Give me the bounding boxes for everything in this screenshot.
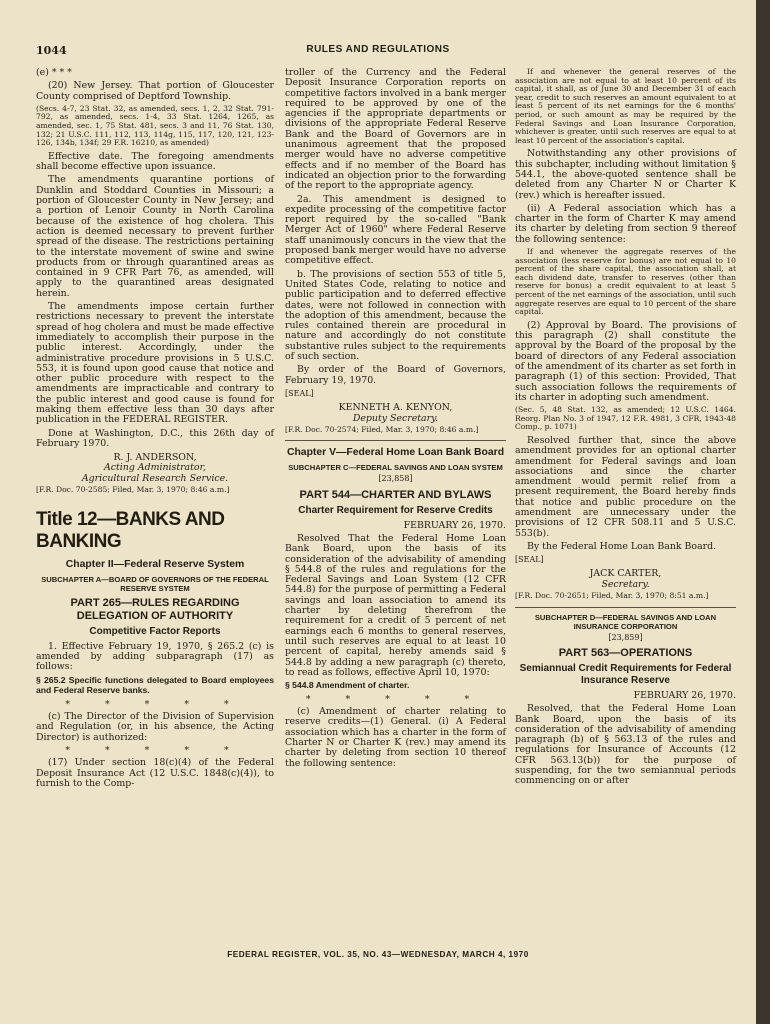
paragraph: By order of the Board of Governors, February 19, 1970. xyxy=(285,364,506,386)
seal-label: [SEAL] xyxy=(515,555,544,565)
seal-line xyxy=(515,555,736,565)
part-heading: PART 563—OPERATIONS xyxy=(558,646,693,659)
paragraph: (c) Amendment of charter relating to reserve credits—(1) General. (i) A Federal association which has a charter in the form of Charter N or Charter K (rev.) may amend its charter by deleting from section 10 thereof the following sentence: xyxy=(285,706,506,769)
paragraph: 1. Effective February 19, 1970, § 265.2 (c) is amended by adding subparagraph (17) as follows: xyxy=(36,640,274,673)
divider xyxy=(285,440,506,441)
paragraph: Resolved That the Federal Home Loan Bank Board, upon the basis of its consideration of the advisability of amending § 544.8 of the rules and regulations for the Federal Savings and Loan System (12 CFR 544.8) for the purpose of permitting a Federal savings and loan association to amend its charter by deleting therefrom the requirement for a credit of 5 percent of net earnings each 6 months to general reserves, until such reserves are equal to at least 10 percent of capital, hereby amends said § 544.8 by adding a new paragraph (c) thereto, to read as follows, effective April 10, 1970: xyxy=(285,532,506,678)
section-heading xyxy=(36,676,274,697)
docket-number: [23,858] xyxy=(378,474,413,484)
paragraph: troller of the Currency and the Federal Deposit Insurance Corporation reports on competitive factors involved in a bank merger required to be approved by one of the agencies if the appropriate departments or divisions of the appropriate Federal Reserve Bank and the Board of Governors are in unanimous agreement that the proposed merger would have no adverse competitive effects and if no member of the Board has indicated an objection prior to the forwarding of the report to the appropriate agency. xyxy=(285,67,506,192)
paragraph: Resolved, that the Federal Home Loan Bank Board, upon the basis of its consideration of the advisability of amending paragraph (b) of § 563.13 of the rules and regulations for Insurance of Accounts (12 CFR 563.13(b)) for the purpose of suspending, for the two semiannual periods commencing on or after xyxy=(515,703,736,787)
section-heading-text: § 544.8 Amendment of charter. xyxy=(285,680,410,691)
seal-line xyxy=(285,389,506,399)
paragraph: (17) Under section 18(c)(4) of the Federal Deposit Insurance Act (12 U.S.C. 1848(c)(4)), to furnish to the Comp- xyxy=(36,757,274,789)
fr-doc-line: [F.R. Doc. 70-2651; Filed, Mar. 3, 1970; 8:51 a.m.] xyxy=(515,591,709,601)
paragraph: Effective date. The foregoing amendments shall become effective upon issuance. xyxy=(36,150,274,173)
paragraph: Notwithstanding any other provisions of this subchapter, including without limitation § 544.1, the above-quoted sentence shall be deleted from any Charter N or Charter K (rev.) which is hereafter issued. xyxy=(515,148,736,201)
part-heading: PART 544—CHARTER AND BYLAWS xyxy=(299,488,492,501)
subchapter-heading: SUBCHAPTER C—FEDERAL SAVINGS AND LOAN SYSTEM xyxy=(288,463,503,473)
paragraph: b. The provisions of section 553 of title 5, United States Code, relating to notice and public participation and to deferred effective dates, were not followed in connection with the adoption of this amendment, because the rules contained therein are procedural in nature and accordingly do not constitute substantive rules subject to the requirements of such section. xyxy=(285,268,506,363)
signature-title: Acting Administrator, xyxy=(104,462,206,474)
section-heading xyxy=(285,681,506,692)
ellipsis-stars: * * * * * xyxy=(305,693,486,705)
fr-doc-line: [F.R. Doc. 70-2574; Filed, Mar. 3, 1970; 8:46 a.m.] xyxy=(285,424,479,434)
signature-title: Agricultural Research Service. xyxy=(81,472,229,484)
ellipsis-stars: * * * * * xyxy=(65,698,245,710)
paragraph: Done at Washington, D.C., this 26th day of February 1970. xyxy=(36,427,274,449)
caption-heading: Competitive Factor Reports xyxy=(89,625,221,637)
chapter-heading: Chapter V—Federal Home Loan Bank Board xyxy=(286,447,505,459)
page-edge xyxy=(756,0,770,1024)
quoted-text: If and whenever the aggregate reserves of the association (less reserve for bonus) are not equal to 10 percent of the share capital, the association shall, at each dividend date, transfer to reserves (other than reserve for bonus) a credit equivalent to at least 5 percent of the net earnings of the association, until such aggregate reserves are equal to 10 percent of the share capital. xyxy=(515,247,736,317)
quoted-text: If and whenever the general reserves of the association are not equal to at least 10 percent of its capital, it shall, as of June 30 and December 31 of each year, credit to such reserves an amount equivalent to at least 5 percent of its net earnings for the 6 months' period, or such amount as may be required by the Federal Savings and Loan Insurance Corporation, whichever is greater, until such reserves are equal to at least 10 percent of the association's capital. xyxy=(515,67,736,145)
citation: (Secs. 4-7, 23 Stat. 32, as amended, secs. 1, 2, 32 Stat. 791-792, as amended, secs. 1-4, 33 Stat. 1264, 1265, as amended, sec. 1, 75 Stat. 481, secs. 3 and 11, 76 Stat. 130, 132; 21 U.S.C. 111, 112, 113, 114g, 115, 117, 120, 121, 123-126, 134b, 134f; 29 F.R. 16210, as amended) xyxy=(36,103,274,148)
paragraph: (20) New Jersey. That portion of Gloucester County comprised of Deptford Township. xyxy=(36,80,274,102)
docket-number: [23,859] xyxy=(608,632,643,642)
date-line: FEBRUARY 26, 1970. xyxy=(403,519,506,531)
paragraph: By the Federal Home Loan Bank Board. xyxy=(527,540,717,552)
caption-heading: Semiannual Credit Requirements for Federal Insurance Reserve xyxy=(519,662,732,686)
part-heading: PART 265—RULES REGARDING DELEGATION OF AUTHORITY xyxy=(70,596,240,622)
page-footer: FEDERAL REGISTER, VOL. 35, NO. 43—WEDNESDAY, MARCH 4, 1970 xyxy=(227,950,529,959)
subchapter-heading: SUBCHAPTER A—BOARD OF GOVERNORS OF THE FEDERAL RESERVE SYSTEM xyxy=(41,574,269,593)
caption-heading: Charter Requirement for Reserve Credits xyxy=(298,504,493,516)
fr-doc-line: [F.R. Doc. 70-2585; Filed, Mar. 3, 1970; 8:46 a.m.] xyxy=(36,485,230,495)
running-head: RULES AND REGULATIONS xyxy=(306,44,450,55)
paragraph: (c) The Director of the Division of Supervision and Regulation (or, in his absence, the Acting Director) is authorized: xyxy=(36,711,274,743)
subchapter-heading: SUBCHAPTER D—FEDERAL SAVINGS AND LOAN INSURANCE CORPORATION xyxy=(534,612,717,631)
signature-title: Deputy Secretary. xyxy=(352,412,439,424)
section-heading-text: § 265.2 Specific functions delegated to Board employees and Federal Reserve banks. xyxy=(36,674,274,696)
column-1 xyxy=(36,68,274,792)
paragraph: 2a. This amendment is designed to expedite processing of the competitive factor report required by the so-called "Bank Merger Act of 1960" where Federal Reserve staff unanimously concurs in the view that the proposed bank merger would have no adverse competitive effect. xyxy=(285,193,506,267)
signature-name: JACK CARTER, xyxy=(589,568,662,580)
seal-label: [SEAL] xyxy=(285,388,314,398)
paragraph: (e) * * * xyxy=(36,67,72,78)
paragraph: (ii) A Federal association which has a charter in the form of Charter K may amend its charter by deleting from section 9 thereof the following sentence: xyxy=(515,202,736,245)
signature-name: KENNETH A. KENYON, xyxy=(338,402,453,414)
date-line: FEBRUARY 26, 1970. xyxy=(633,689,736,701)
signature-name: R. J. ANDERSON, xyxy=(113,452,197,464)
title-heading: Title 12—BANKS AND BANKING xyxy=(36,508,225,552)
paragraph: The amendments impose certain further restrictions necessary to prevent the interstate spread of hog cholera and must be made effective immediately to accomplish their purpose in the public interest. Accordingly, under the administrative procedure provisions in 5 U.S.C. 553, it is found upon good cause that notice and other public procedure with respect to the amendments are impracticable and contrary to the public interest and good cause is found for making them effective less than 30 days after publication in the FEDERAL REGISTER. xyxy=(36,301,274,426)
chapter-heading: Chapter II—Federal Reserve System xyxy=(65,558,245,570)
column-3 xyxy=(515,68,736,790)
column-2 xyxy=(285,68,506,772)
paragraph: The amendments quarantine portions of Dunklin and Stoddard Counties in Missouri; a portion of Gloucester County in New Jersey; and a portion of Lenoir County in North Carolina because of the existence of hog cholera. This action is deemed necessary to prevent further spread of the disease. The restrictions pertaining to the interstate movement of swine and swine products from or through quarantined areas as contained in 9 CFR Part 76, as amended, will apply to the quarantined areas designated herein. xyxy=(36,174,274,299)
page-number: 1044 xyxy=(36,44,67,57)
signature-title: Secretary. xyxy=(601,578,650,590)
divider xyxy=(515,607,736,608)
paragraph: Resolved further that, since the above amendment provides for an optional charter amendment for Federal savings and loan associations and since the charter amendment would permit relief from a present requirement, the Board hereby finds that notice and public procedure on the amendment are unnecessary under the provisions of 12 CFR 508.11 and 5 U.S.C. 553(b). xyxy=(515,434,736,539)
paragraph: (2) Approval by Board. The provisions of this paragraph (2) shall constitute the approval by the Board of the proposal by the board of directors of any Federal association of the amendment of its charter as set forth in paragraph (1) of this section: Provided, That such association follows the requirements of its charter in adopting such amendment. xyxy=(515,319,736,403)
ellipsis-stars: * * * * * xyxy=(65,744,245,756)
citation: (Sec. 5, 48 Stat. 132, as amended; 12 U.S.C. 1464. Reorg. Plan No. 3 of 1947, 12 F.R. 4981, 3 CFR, 1943-48 Comp., p. 1071) xyxy=(515,405,736,432)
